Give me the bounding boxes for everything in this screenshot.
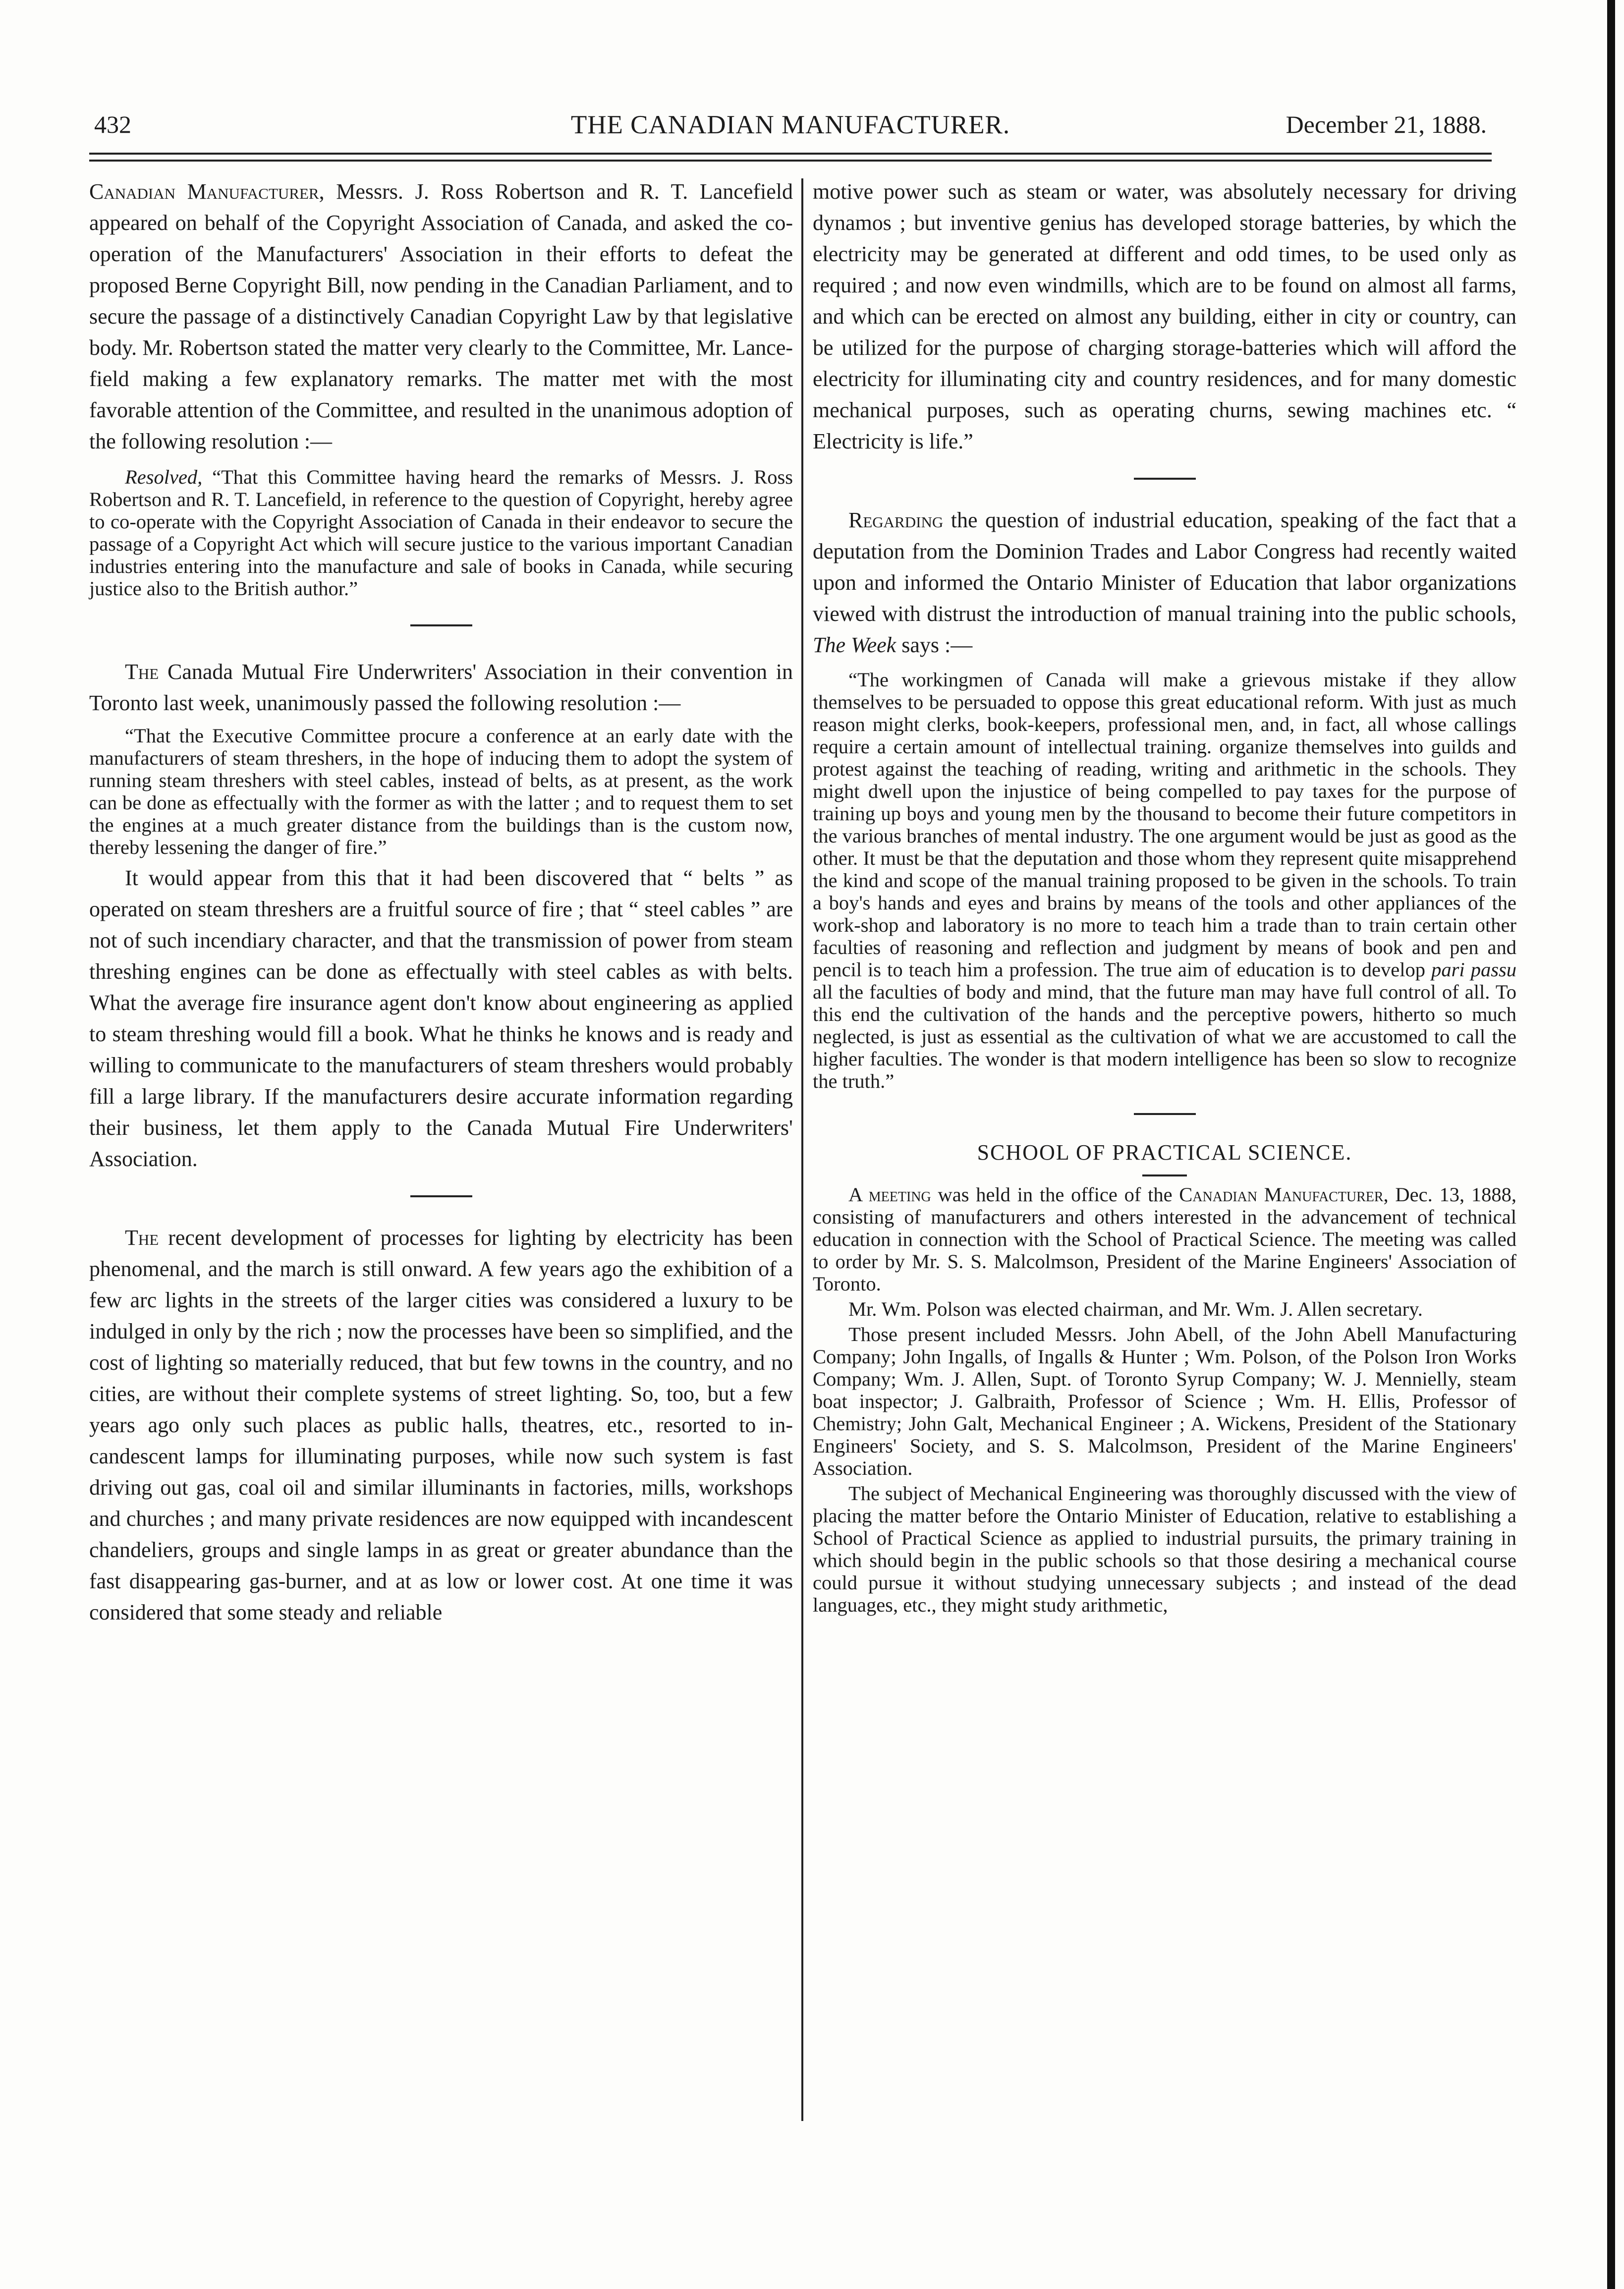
quote-text: all the faculties of body and mind, that the future man may have full control of all. To this end the cultivation of the hands and the perceptive powers, hitherto so much neglected, is just as essential as the cultivation of what we are accustomed to call the higher faculties. The wonder is that modern intelligence has been so slow to recognize the truth.” (813, 981, 1516, 1092)
section-separator (410, 624, 472, 626)
publication-title: THE CANADIAN MANUFACTURER. (570, 111, 1010, 139)
paragraph-text: , Messrs. J. Ross Robertson and R. T. Lancefield appeared on behalf of the Copyright Association of Canada, and asked the co-operation of the Manufacturers' Association in their efforts to defeat the proposed Berne Copyright Bill, now pending in the Canadian Parliament, and to secure the passage of a distinctively Canadian Copyright Law by that legislative body. Mr. Robertson stated the matter very clearly to the Committee, Mr. Lancefield making a few explanatory remarks. The matter met with the most favorable attention of the Committee, and resulted in the unanimous adoption of the following resolution :— (89, 179, 793, 453)
page-header (94, 110, 1487, 145)
column-divider (801, 178, 803, 2121)
belts-paragraph: It would appear from this that it had been discovered that “ belts ” as operated on steam threshers are a fruitful source of fire ; that “ steel cables ” are not of such incendiary character, and that the transmission of power from steam threshing engines can be done as effectually with steel cables as with belts. What the average fire insurance agent don't know about engineering as applied to steam threshing would fill a book. What he thinks he knows and is ready and willing to communicate to the manufacturers of steam threshers would probably fill a large library. If the manufacturers desire accurate information regarding their business, let them apply to the Canada Mutual Fire Underwriters' Association. (89, 866, 793, 1171)
section-heading: SCHOOL OF PRACTICAL SCIENCE. (977, 1140, 1352, 1165)
motive-power-paragraph: motive power such as steam or water, was absolutely necessary for driving dynamos ; but inventive genius has developed storage batteries, by which the electricity may be generated at different and odd times, to be used only as required ; and now even windmills, which are to be found on almost all farms, and which can be erected on almost any building, either in city or country, can be utilized for the purpose of charging storage-batteries which will afford the electricity for illuminating city and country residences, and for many domestic mechanical purposes, such as operating churns, sewing machines etc. “ Electricity is life.” (813, 179, 1516, 453)
fire-resolution-quote: “That the Executive Committee procure a conference at an early date with the manufacturers of steam threshers, in the hope of inducing them to adopt the system of running steam threshers with steel cables, instead of belts, as at present, as the work can be done as effectually with the former as with the latter ; and to request them to set the engines at a much greater distance from the buildings than is the custom now, thereby lessening the danger of fire.” (89, 725, 793, 858)
meeting-paragraph (813, 1183, 1516, 1295)
paragraph-text: was held in the office of the (931, 1183, 1179, 1206)
section-separator (1134, 478, 1196, 480)
section-separator (410, 1195, 472, 1197)
lead-in: The (125, 660, 159, 684)
page-edge-shadow (1607, 0, 1615, 2289)
paragraph-text: recent development of processes for lighting by electricity has been phenomenal, and the march is still onward. A few years ago the exhibition of a few arc lights in the streets of the larger cities was considered a luxury to be indulged in only by the rich ; now the processes have been so simplified, and the cost of lighting so materially reduced, that but few towns in the country, and no cities, are without their complete systems of street lighting. So, too, but a few years ago only such places as public halls, theatres, etc., resorted to incandescent lamps for illuminating purposes, while now such system is fast driving out gas, coal oil and similar illuminants in factories, mills, workshops and churches ; and many private residences are now equipped with incandescent chandeliers, groups and single lamps in as great or greater abundance than the fast disappearing gas-burner, and at as low or lower cost. At one time it was considered that some steady and reliable (89, 1226, 793, 1624)
electric-lighting-paragraph (89, 1222, 793, 1628)
the-week-quote (813, 669, 1516, 1092)
lead-in: The (125, 1226, 159, 1250)
heading-underline (1142, 1174, 1187, 1176)
mechanical-engineering-paragraph: The subject of Mechanical Engineering was thoroughly discussed with the view of placing the matter before the Ontario Minister of Education, relative to establishing a School of Practical Science as applied to industrial pursuits, the primary training in which should begin in the public schools so that those desiring a mechanical course could pursue it without studying unnecessary subjects ; and instead of the dead languages, etc., they might study arithmetic, (813, 1482, 1516, 1616)
right-column (813, 176, 1516, 1616)
page-number: 432 (94, 111, 131, 138)
paragraph-text: , Dec. 13, 1888, consisting of manufacturers and others interested in the advancement of technical education in connection with the School of Practical Science. The meeting was called to order by Mr. S. S. Malcolmson, President of the Marine Engineers' Association of Toronto. (813, 1183, 1516, 1295)
issue-date: December 21, 1888. (1286, 111, 1487, 138)
resolution-text: “That this Committee having heard the remarks of Messrs. J. Ross Robertson and R. T. Lancefield, in reference to the question of Copyright, hereby agree to co-operate with the Copyright Association of Canada in their endeavor to secure the passage of a Copyright Act which will secure justice to the various important Canadian industries entering into the manufacture and sale of books in Canada, while securing justice also to the British author.” (89, 466, 793, 600)
latin-phrase: pari passu (1431, 958, 1516, 981)
industrial-education-paragraph (813, 504, 1516, 661)
chairman-paragraph: Mr. Wm. Polson was elected chairman, and Mr. Wm. J. Allen secretary. (848, 1298, 1423, 1320)
lead-in: Regarding (848, 508, 944, 532)
lead-in: Canadian Manufacturer (89, 179, 319, 204)
paragraph-text: Canada Mutual Fire Underwriters' Association in their convention in Toronto last week, unanimously passed the following resolution :— (89, 660, 793, 715)
left-column (89, 176, 793, 1628)
paragraph-text: says :— (896, 633, 973, 657)
attendees-paragraph: Those present included Messrs. John Abell, of the John Abell Manufacturing Company; John Ingalls, of Ingalls & Hunter ; Wm. Polson, of the Polson Iron Works Company; Wm. J. Allen, Supt. of Toronto Syrup Company; W. J. Mennielly, steam boat inspector; J. Galbraith, Professor of Science ; Wm. H. Ellis, Professor of Chemistry; John Galt, Mechanical Engineer ; A. Wickens, President of the Stationary Engineers' Society, and S. S. Malcolmson, President of the Marine Engineers' Association. (813, 1323, 1516, 1479)
paragraph-text: the question of industrial education, speaking of the fact that a deputation from the Dominion Trades and Labor Congress had recently waited upon and informed the Ontario Minister of Education that labor organizations viewed with distrust the introduction of manual training into the public schools, (813, 508, 1516, 626)
copyright-paragraph (89, 176, 793, 457)
publication-reference: Canadian Manufacturer (1179, 1183, 1384, 1206)
header-rule-bottom (89, 160, 1492, 162)
newspaper-name: The Week (813, 633, 896, 657)
quote-text: “The workingmen of Canada will make a grievous mistake if they allow themselves to be persuaded to oppose this great educational reform. With just as much reason might clerks, book-keepers, professional men, and, in fact, all whose callings require a certain amount of intellectual training. organize themselves into guilds and protest against the teaching of reading, writing and arithmetic in the schools. They might dwell upon the injustice of being compelled to pay taxes for the purpose of training up boys and young men by the thousand to become their future competitors in the various branches of mental industry. The one argument would be just as good as the other. It must be that the deputation and those whom they represent quite misapprehend the kind and scope of the manual training proposed to be given in the schools. To train a boy's hands and eyes and brains by means of the tools and other appliances of the work-shop and laboratory is no more to teach him a trade than to train certain other faculties of reasoning and reflection and judgment by means of book and pen and pencil is to teach him a profession. The true aim of education is to develop (813, 669, 1516, 981)
section-separator (1134, 1113, 1196, 1115)
header-rule-top (89, 153, 1492, 155)
fire-underwriters-paragraph (89, 656, 793, 719)
lead-in: A meeting (848, 1183, 931, 1206)
copyright-resolution (89, 466, 793, 600)
resolved-lead: Resolved, (125, 466, 203, 488)
